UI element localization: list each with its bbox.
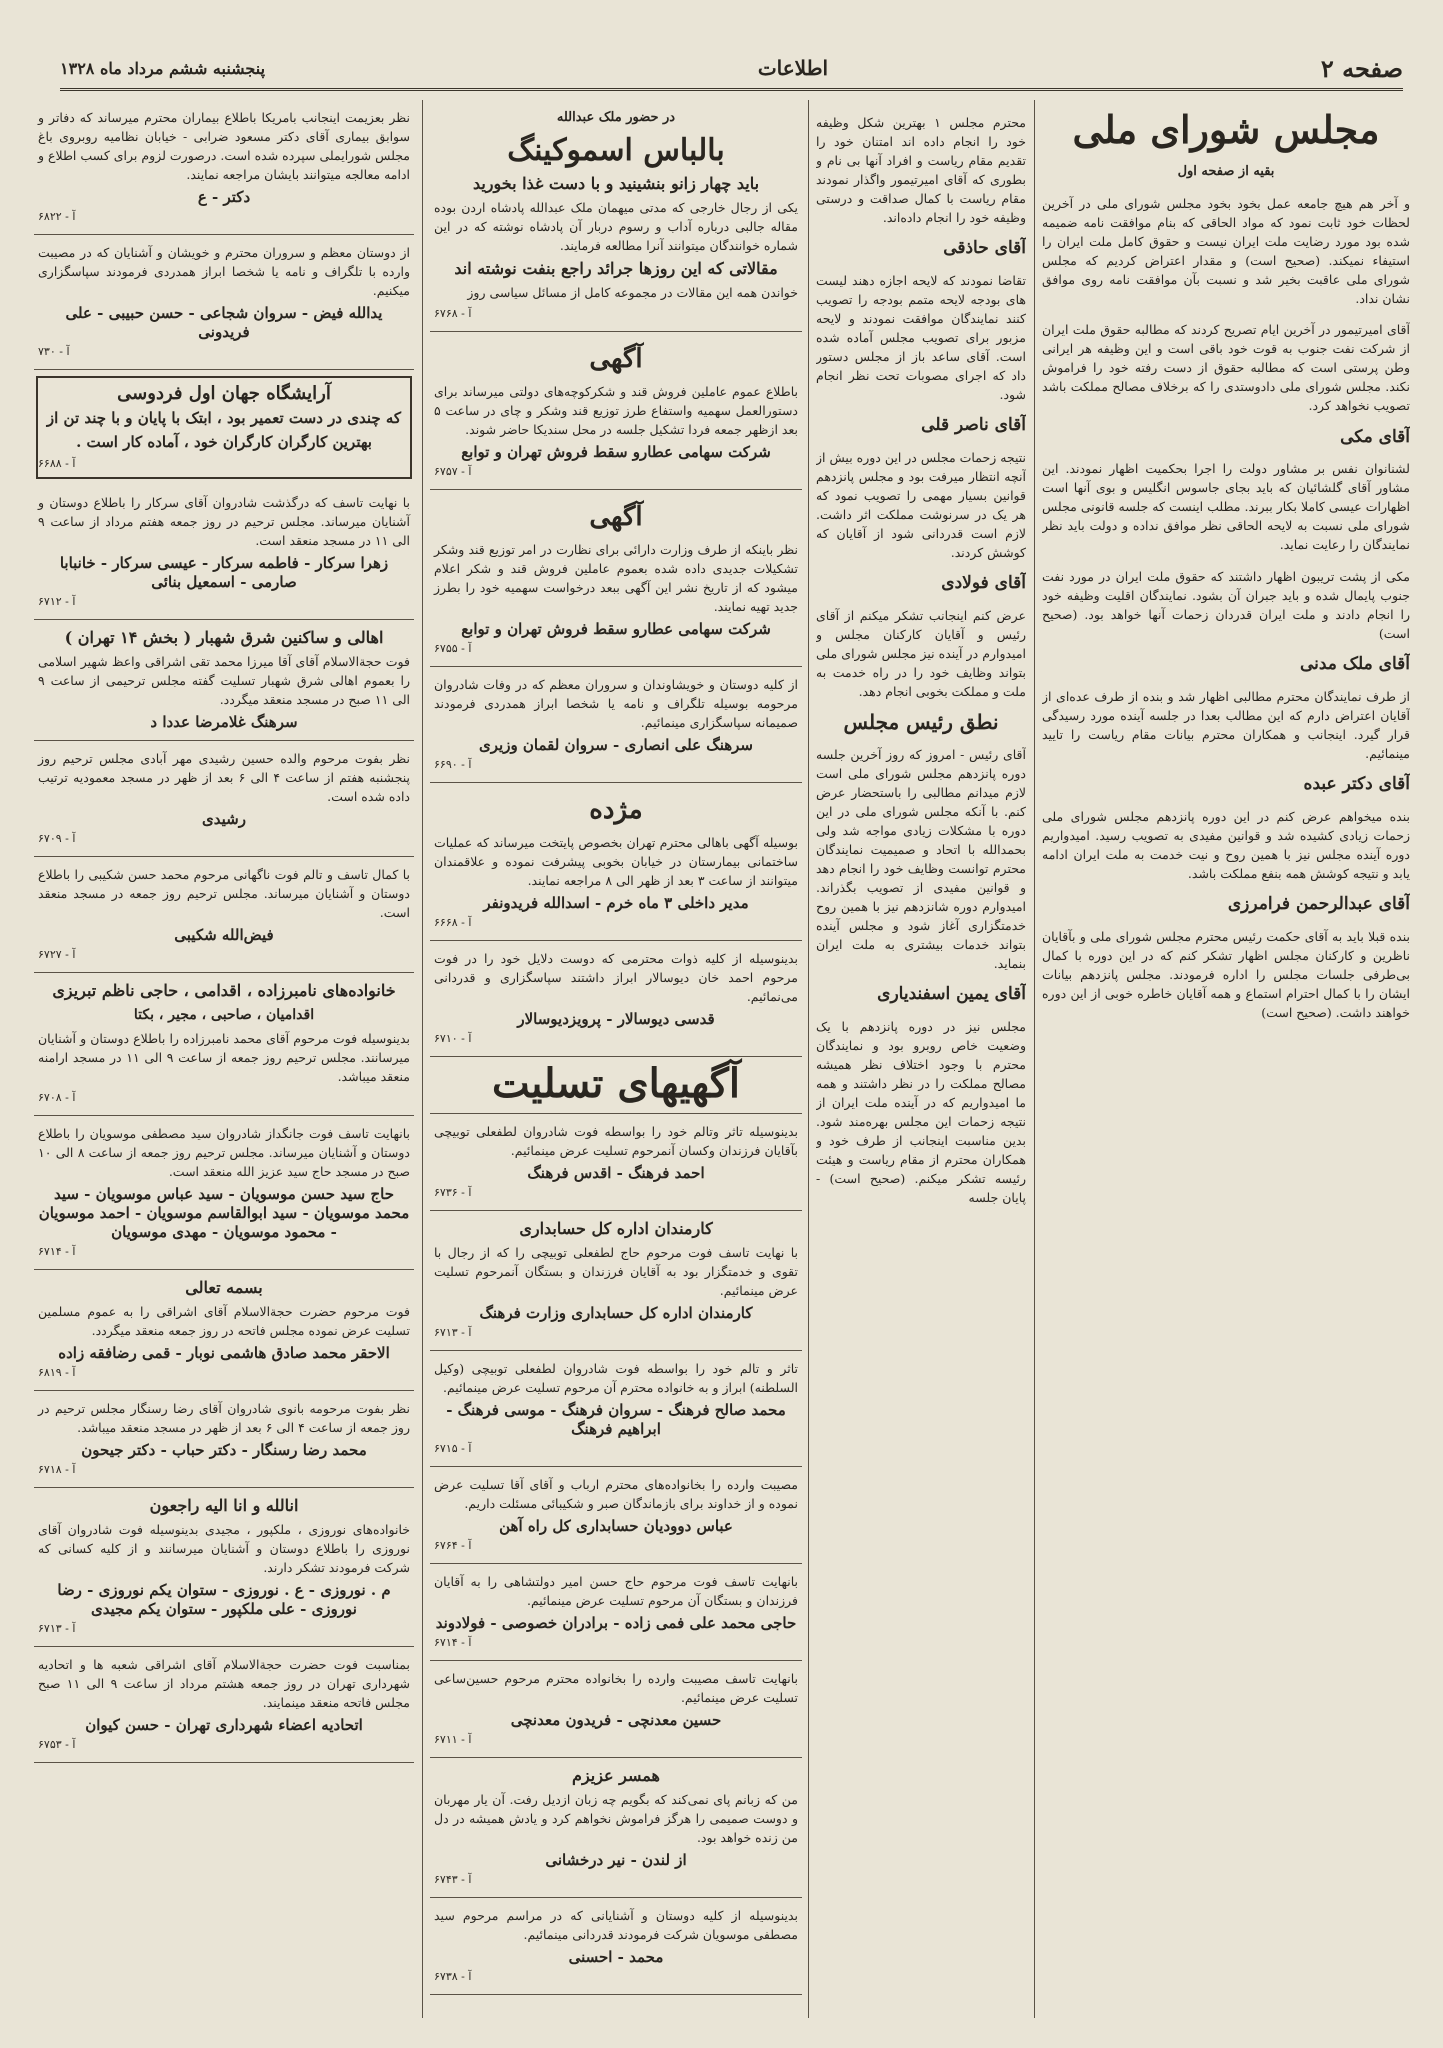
ad-title: بسمه تعالی: [185, 1278, 263, 1297]
ad-block: [34, 857, 414, 973]
section-title: آگهیهای تسلیت: [492, 1060, 740, 1107]
ad-text: با نهایت تاسف که درگذشت شادروان آقای سرکار را باطلاع دوستان و آشنایان میرساند. مجلس ترحیم در روز جمعه هفتم مرداد از ساعت ۹ الی ۱۱ در مسجد منعقد است.: [38, 495, 410, 548]
ad-text: نظر بفوت مرحومه بانوی شادروان آقای رضا رسنگار مجلس ترحیم در روز جمعه از ساعت ۴ الی ۶ بعد از ظهر در مسجد منعقد میباشد.: [38, 1401, 410, 1435]
page-header: [60, 48, 1403, 91]
issue-date: پنجشنبه ششم مرداد ماه ۱۳۲۸: [60, 58, 266, 78]
speaker-heading: آقای یمین اسفندیاری: [877, 984, 1026, 1004]
ad-code: آ - ۶۶۹۰: [434, 758, 472, 771]
article-paragraph: بنده قبلا باید به آقای حکمت رئیس محترم مجلس شورای ملی و بآقایان ناظرین و کارکنان مجلس اظهار تشکر کنم که در این دوره با کمال بی‌طرفی جلسات مجلس را اداره فرمودند. مجلس پانزدهم بیانات ایشان را با کمال احترام استماع و همه آقایان خاطره خوبی از این دوره خواهند داشت. (صحیح است): [1042, 928, 1410, 1020]
ad-code: آ - ۶۷۱۴: [38, 1245, 76, 1258]
ad-block: [34, 620, 414, 741]
column-rule: [422, 100, 423, 2018]
ad-signature: احمد فرهنگ - اقدس فرهنگ: [527, 1164, 705, 1182]
ad-block: [430, 490, 802, 667]
ad-text: خواندن همه این مقالات در مجموعه کامل از مسائل سیاسی روز: [467, 285, 798, 300]
ad-signature: زهرا سرکار - فاطمه سرکار - عیسی سرکار - خانبابا صارمی - اسمعیل بنائی: [59, 554, 389, 591]
ad-text: تاثر و تالم خود را بواسطه فوت شادروان لطفعلی توبیچی (وکیل السلطنه) ابراز و به خانواده محترم آن مرحوم تسلیت عرض مینمائیم.: [434, 1361, 798, 1395]
column-ads-center: [430, 100, 802, 2018]
article-paragraph: آقای امیرتیمور در آخرین ایام تصریح کردند که مطالبه حقوق ملت ایران از شرکت نفت جنوب به قوت خود باقی است و این وظیفه هر ایرانی وطن پرستی است که مطالبه حقوق از دست رفته خود را فراموش نکند. مجلس شورای ملی دادوستدی را که برخلاف مصالح مملکت باشد تصویب نخواهد کرد.: [1042, 322, 1410, 413]
article-subhead: بقیه از صفحه اول: [1177, 164, 1275, 179]
ad-block: [34, 741, 414, 857]
ad-block: [430, 1898, 802, 1995]
ad-block: [430, 100, 802, 332]
ad-block: [34, 973, 414, 1116]
ad-text: بانهایت تاسف فوت مرحوم حاج حسن امیر دولتشاهی را به آقایان فرزندان و بستگان آن مرحوم تسلیت عرض مینمائیم.: [434, 1574, 798, 1608]
page-number: صفحه ۲: [1320, 53, 1403, 83]
ad-signature: م . نوروزی - ع . نوروزی - ستوان یکم نوروزی - رضا نوروزی - علی ملکپور - ستوان یکم مجیدی: [57, 1581, 391, 1618]
ad-code: آ - ۶۷۱۱: [434, 1733, 472, 1746]
ad-block: [34, 1391, 414, 1488]
ad-signature: از لندن - نیر درخشانی: [545, 1851, 687, 1869]
ad-code: آ - ۶۷۱۲: [38, 595, 76, 608]
ad-code: آ - ۶۷۶۴: [434, 1539, 472, 1552]
article-paragraph: محترم مجلس ۱ بهترین شکل وظیفه خود را انجام داده اند امتنان خود را تقدیم مقام ریاست و افراد آنها بی نام و بطوری که آقای امیرتیمور واگذار نمودند مقام ریاست با کمال صداقت و درستی وظیفه خود را انجام داده‌اند.: [816, 114, 1026, 225]
ad-signature: سرهنگ غلامرضا عددا د: [150, 713, 298, 731]
ad-subtitle: باید چهار زانو بنشینید و با دست غذا بخورید: [472, 174, 760, 193]
ad-text: بدینوسیله از کلیه ذوات محترمی که دوست دلایل خود را در فوت مرحوم احمد خان دیوسالار ابراز داشتند سپاسگزاری و قدردانی می‌نمائیم.: [434, 951, 798, 1004]
speaker-heading: آقای عبدالرحمن فرامرزی: [1227, 894, 1410, 914]
ad-signature: کارمندان اداره کل حسابداری وزارت فرهنگ: [479, 1304, 753, 1322]
article-paragraph: نتیجه زحمات مجلس در این دوره بیش از آنچه انتظار میرفت بود و مجلس پانزدهم قوانین بسیار مهمی را تصویب نمود که هر یک در سرنوشت مملکت اثر داشت. لازم است قدردانی شود از آقایان که کوشش کردند.: [816, 449, 1026, 560]
ad-text: نظر بعزیمت اینجانب بامریکا باطلاع بیماران محترم میرساند که دفاتر و سوابق بیماری آقای دکتر مسعود ضرابی - خیابان نظامیه روبروی باغ مجلس شورایملی سپرده شده است. درصورت لزوم برای کسب اطلاع و ادامه معالجه میتوانند بایشان مراجعه نمایند.: [38, 110, 410, 182]
speaker-heading: آقای دکتر عبده: [1303, 774, 1410, 794]
ad-signature: سرهنگ علی انصاری - سروان لقمان وزیری: [479, 736, 753, 754]
ad-code: آ - ۶۷۲۷: [38, 948, 76, 961]
ad-block: [34, 1116, 414, 1270]
ad-text: بوسیله آگهی باهالی محترم تهران بخصوص پایتخت میرساند که عملیات ساختمانی بیمارستان در خیابان بخوبی پیشرفت نموده و علاقمندان میتوانند از ساعت ۳ بعد از ظهر الی ۸ مراجعه نمایند.: [434, 835, 798, 888]
ad-title: مژده: [589, 795, 643, 825]
ad-title: آگهی: [589, 502, 643, 532]
ad-signature: الاحقر محمد صادق هاشمی نوبار - قمی رضافقه زاده: [58, 1344, 390, 1362]
ad-block: [34, 1270, 414, 1391]
ad-text: نظر بفوت مرحوم والده حسین رشیدی مهر آبادی مجلس ترحیم روز پنجشنبه هفتم از ساعت ۴ الی ۶ بعد از ظهر در مسجد معمودیه ترتیب داده شده است.: [38, 751, 411, 804]
ad-block: [34, 235, 414, 370]
ad-code: آ - ۶۷۰۸: [38, 1091, 76, 1104]
ad-code: آ - ۶۷۵۵: [434, 642, 472, 655]
article-paragraph: تقاضا نمودند که لایحه اجازه دهند لیست های بودجه لایحه متمم بودجه را تصویب کنند نمایندگان موافقت نمودند و لایحه مزبور برای تصویب مجلس آماده شده است. آقای ساعد باز از مجلس دستور داد که اجرای مصوبات تحت نظر انجام شود.: [816, 272, 1026, 402]
ad-title: بالباس اسموکینگ: [507, 133, 725, 168]
ad-code: آ - ۶۷۵۷: [434, 465, 472, 478]
ad-code: آ - ۶۶۸۸: [38, 457, 76, 470]
article-paragraph: و آخر هم هیچ جامعه عمل بخود بخود مجلس شورای ملی در آخرین لحظات خود ثابت نمود که مواد الحاقی که بنام موافقت نامه ضمیمه شده بود مورد رضایت ملت ایران نیست و حقوق کامل ملت ایران را استیفاء نمیکند. (صحیح است) و مقدار اعتراض کردیم که مجلس شورای ملی عاقبت بخیر شد و نسبت بآن موافقت نامه روی موافق نشان نداد.: [1042, 195, 1410, 306]
ad-code: آ - ۶۷۳۸: [434, 1970, 472, 1983]
ad-code: آ - ۶۷۰۹: [38, 832, 76, 845]
ad-block: [34, 100, 414, 235]
ad-block: [36, 376, 412, 479]
ad-block: [34, 1488, 414, 1647]
ad-signature: محمد - احسنی: [568, 1948, 664, 1966]
ad-block: [34, 485, 414, 620]
ad-text: باطلاع عموم عاملین فروش قند و شکرکوچه‌های دولتی میرساند برای دستورالعمل سهمیه واستفاع طرز توزیع قند وشکر و چای در ساعت ۵ بعد ازظهر جمعه فردا تشکیل جلسه در محل سندیکا حاضر شوند.: [434, 384, 798, 437]
ad-code: آ - ۶۷۱۸: [38, 1463, 76, 1476]
ad-section-header: [430, 1057, 802, 1114]
ad-text: که چندی در دست تعمیر بود ، ابتک با پایان و با چند تن از بهترین کارگران کارگران خود ، آماده کار است .: [46, 409, 402, 451]
column-rule: [1034, 100, 1035, 2018]
ad-title: آگهی: [589, 344, 643, 374]
ad-text: یکی از رجال خارجی که مدتی میهمان ملک عبدالله پادشاه اردن بوده مقاله جالبی درباره آداب و رسوم دربار آن پادشاه نوشته که در این شماره خوانندگان میتوانند آنرا مطالعه فرمایند.: [434, 200, 798, 253]
ad-block: [430, 1758, 802, 1898]
ad-signature: اتحادیه اعضاء شهرداری تهران - حسن کیوان: [85, 1716, 363, 1734]
ad-title: آرایشگاه جهان اول فردوسی: [117, 383, 331, 404]
ad-signature: حاج سید حسن موسویان - سید عباس موسویان - سید محمد موسویان - سید ابوالقاسم موسویان - احمد موسویان - محمود موسویان - مهدی موسویان: [38, 1185, 410, 1241]
column-majlis: [1042, 100, 1410, 2018]
ad-code: آ - ۶۷۱۳: [38, 1622, 76, 1635]
ad-code: آ - ۶۷۱۴: [434, 1636, 472, 1649]
ad-code: آ - ۶۷۱۳: [434, 1326, 472, 1339]
ad-signature: قدسی دیوسالار - پرویزدیوسالار: [517, 1010, 715, 1028]
ad-code: آ - ۶۷۵۳: [38, 1738, 76, 1751]
ad-block: [430, 667, 802, 783]
ad-signature: مدیر داخلی ۳ ماه خرم - اسدالله فریدونفر: [483, 894, 749, 912]
ad-signature: عباس دوودیان حسابداری کل راه آهن: [499, 1517, 733, 1535]
ad-text: من که زبانم پای نمی‌کند که بگویم چه زبان ازدیل رفت. آن یار مهربان و دوست صمیمی را هرگز فراموش نخواهم کرد و یادش همیشه در دل من زنده خواهد بود.: [434, 1792, 798, 1845]
ad-block: [430, 1564, 802, 1661]
ad-signature: فیض‌الله شکیبی: [174, 926, 274, 944]
ad-signature: حسین معدنچی - فریدون معدنچی: [510, 1711, 722, 1729]
ad-code: آ - ۶۷۱۰: [434, 1032, 472, 1045]
ad-title: اهالی و ساکنین شرق شهبار ( بخش ۱۴ تهران ): [64, 628, 384, 647]
ad-title: انالله و انا الیه راجعون: [149, 1496, 299, 1515]
speaker-heading: آقای ناصر قلی: [921, 415, 1026, 435]
ad-text: بانهایت تاسف مصیبت وارده را بخانواده محترم مرحوم حسین‌ساعی تسلیت عرض مینمائیم.: [434, 1671, 798, 1705]
ad-title: کارمندان اداره کل حسابداری: [519, 1219, 713, 1238]
ad-text: مصیبت وارده را بخانواده‌های محترم ارباب و آقای آقا تسلیت عرض نموده و از خداوند برای بازماندگان صبر و شکیبائی مسئلت داریم.: [434, 1477, 798, 1511]
ad-pretitle: در حضور ملک عبدالله: [556, 110, 676, 125]
column-ads-left: [34, 100, 414, 2018]
publication-name: اطلاعات: [757, 56, 829, 80]
ad-text: بمناسبت فوت حضرت حجة‌الاسلام آقای اشراقی شعبه ها و اتحادیه شهرداری تهران در روز جمعه هشتم مرداد از ساعت ۹ الی ۱۱ صبح مجلس فاتحه منعقد مینمایند.: [38, 1657, 410, 1710]
ad-signature: محمد صالح فرهنگ - سروان فرهنگ - موسی فرهنگ - ابراهیم فرهنگ: [446, 1401, 786, 1438]
ad-text: بدینوسیله از کلیه دوستان و آشنایانی که در مراسم مرحوم سید مصطفی موسویان شرکت فرمودند قدردانی مینمائیم.: [434, 1908, 798, 1942]
ad-text: نظر باینکه از طرف وزارت دارائی برای نظارت در امر توزیع قند وشکر تشکیلات جدیدی داده شده بعموم عاملین فروش قند و شکر اعلام میشود که از تاریخ نشر این آگهی ببعد درخواست سهمیه خود را بطرز جدید تهیه نمایند.: [434, 542, 798, 614]
ad-signature: رشیدی: [202, 810, 246, 828]
ad-text: فوت حجة‌الاسلام آقای آقا میرزا محمد تقی اشراقی واعظ شهیر اسلامی را بعموم اهالی شرق شهبار تسلیت گفته مجلس ترحیمی از ساعت ۹ الی ۱۱ صبح در مسجد منعقد میگردد.: [38, 654, 410, 707]
ad-block: [430, 783, 802, 941]
ad-block: [430, 1211, 802, 1351]
ad-signature: یدالله فیض - سروان شجاعی - حسن حبیبی - علی فریدونی: [65, 304, 383, 341]
article-paragraph: مجلس نیز در دوره پانزدهم با یک وضعیت خاص روبرو بود و نمایندگان محترم با وجود اختلاف نظر همیشه مصالح مملکت را در نظر داشتند و همه ما امیدواریم که در آینده ملت ایران از نتیجه زحمات این مجلس بهره‌مند شود. بدین مناسبت اینجانب از طرف خود و همکاران محترم از مقام ریاست و هیئت رئیسه تشکر میکنم. (صحیح است) - پایان جلسه: [816, 1018, 1026, 1205]
article-paragraph: لشنانوان نفس بر مشاور دولت را اجرا بحکمیت اظهار نمودند. این مشاور آقای گلشائیان که باید بجای جاسوس انگلیس و بوی آنها است اظهارات عیسی کاملا بکار ببرند. مطلب اینست که جلسه قانونی مجلس شورای ملی نسبت به لایحه الحاقی نظر موافق نداده و دولت باید نظر نمایندگان را رعایت نماید.: [1042, 461, 1410, 552]
ad-code: آ - ۶۷۳۶: [434, 1186, 472, 1199]
ad-text: بدینوسیله فوت مرحوم آقای محمد نامبرزاده را باطلاع دوستان و آشنایان میرسانند. مجلس ترحیم روز جمعه از ساعت ۹ الی ۱۱ در مسجد ارامنه منعقد میباشد.: [38, 1031, 410, 1084]
ad-code: آ - ۶۸۱۹: [38, 1366, 76, 1379]
speaker-heading: آقای ملک مدنی: [1299, 654, 1410, 674]
ad-signature: حاجی محمد علی فمی زاده - برادران خصوصی - فولادوند: [435, 1614, 797, 1632]
ad-code: آ - ۶۷۴۳: [434, 1873, 472, 1886]
ad-code: آ - ۶۶۶۸: [434, 916, 472, 929]
ad-signature: شرکت سهامی عطارو سقط فروش تهران و توابع: [461, 443, 771, 461]
ad-block: [430, 1661, 802, 1758]
column-majlis-continued: [816, 100, 1026, 2018]
article-paragraph: بنده میخواهم عرض کنم در این دوره پانزدهم مجلس شورای ملی زحمات زیادی کشیده شد و قوانین مفیدی به تصویب رسید. امیدواریم دوره آینده مجلس نیز با همین روح و نیت خدمت به ملت ایران ادامه یابد و نتیجه کوشش همه بنفع مملکت باشد.: [1042, 808, 1410, 881]
ad-text: از دوستان معظم و سروران محترم و خویشان و آشنایان که در مصیبت وارده با تلگراف و نامه یا شخصا ابراز همدردی فرمودند سپاسگزاری میکنیم.: [38, 245, 410, 298]
ad-code: آ - ۶۸۲۲: [38, 210, 76, 223]
ad-signature: دکتر - ع: [197, 188, 251, 206]
ad-block: [430, 332, 802, 490]
ad-signature: محمد رضا رسنگار - دکتر حباب - دکتر جیحون: [81, 1441, 367, 1459]
ad-signature: شرکت سهامی عطارو سقط فروش تهران و توابع: [461, 620, 771, 638]
article-paragraph: مکی از پشت تریبون اظهار داشتند که حقوق ملت ایران در مورد نفت جنوب پایمال شده و باید جبران آن بشود. نمایندگان اقلیت وظیفه خود را انجام دادند و ملت ایران قدردان زحمات آنها خواهد بود. (صحیح است): [1042, 568, 1410, 641]
article-paragraph: از طرف نمایندگان محترم مطالبی اظهار شد و بنده از طرف عده‌ای از آقایان اعتراض دارم که این مطالب بعدا در جلسه آینده مورد رسیدگی قرار گیرد. اینجانب و همکاران محترم بیانات مقام ریاست را تایید مینمائیم.: [1042, 688, 1410, 761]
ad-title: همسر عزیزم: [572, 1766, 660, 1785]
ad-block: [430, 1351, 802, 1467]
section-heading: نطق رئیس مجلس: [843, 710, 999, 734]
ad-text: با کمال تاسف و تالم فوت ناگهانی مرحوم محمد حسن شکیبی را باطلاع دوستان و آشنایان میرساند. مجلس ترحیم روز جمعه در مسجد منعقد است.: [38, 867, 410, 920]
ad-text: خانواده‌های نوروزی ، ملکپور ، مجیدی بدینوسیله فوت شادروان آقای نوروزی را باطلاع دوستان و آشنایان میرسانند و از کلیه کسانی که شرکت فرمودند تشکر دارند.: [38, 1522, 410, 1575]
ad-text: فوت مرحوم حضرت حجة‌الاسلام آقای اشراقی را به عموم مسلمین تسلیت عرض نموده مجلس فاتحه در روز جمعه منعقد میگردد.: [38, 1304, 410, 1338]
article-paragraph: آقای رئیس - امروز که روز آخرین جلسه دوره پانزدهم مجلس شورای ملی است لازم میدانم مطالبی را باستحضار عرض کنم. با آنکه مجلس شورای ملی در این دوره با مشکلات زیادی مواجه شد ولی بحمدالله با اتحاد و صمیمیت نمایندگان محترم توانست وظایف خود را انجام دهد و قوانین مفیدی از تصویب بگذراند. امیدوارم دوره شانزدهم نیز با همین روح خدمتگزاری آغاز شود و مجلس آینده بتواند خدمات بیشتری به ملت ایران بنماید.: [816, 746, 1026, 971]
ad-code: آ - ۶۷۶۸: [434, 307, 472, 320]
ad-block: [430, 1114, 802, 1211]
ad-text: بانهایت تاسف فوت جانگداز شادروان سید مصطفی موسویان را باطلاع دوستان و آشنایان میرساند. مجلس ترحیم روز جمعه از ساعت ۸ الی ۱۰ صبح در مسجد حاج سید عزیز الله منعقد است.: [38, 1126, 410, 1179]
ad-block: [430, 941, 802, 1057]
column-rule: [808, 100, 809, 2018]
ad-text: با نهایت تاسف فوت مرحوم حاج لطفعلی توبیچی را که از رجال با تقوی و خدمتگزار بود به آقایان فرزندان و بستگان آنمرحوم تسلیت عرض مینمائیم.: [434, 1245, 798, 1298]
ad-text: بدینوسیله تاثر وتالم خود را بواسطه فوت شادروان لطفعلی توبیچی بآقایان فرزندان وکسان آنمرحوم تسلیت عرض مینمائیم.: [434, 1124, 798, 1158]
ad-title: مقالاتی که این روزها جرائد راجع بنفت نوشته اند: [454, 259, 778, 278]
ad-block: [430, 1467, 802, 1564]
ad-code: آ - ۷۳۰: [38, 345, 70, 358]
speaker-heading: آقای مکی: [1340, 426, 1410, 447]
article-paragraph: عرض کنم اینجانب تشکر میکنم از آقای رئیس و آقایان کارکنان مجلس و امیدوارم در آینده نیز مجلس شورای ملی بتواند وظایف خود را در راه خدمت به ملت و مملکت بخوبی انجام دهد.: [816, 607, 1026, 699]
speaker-heading: آقای فولادی: [941, 573, 1026, 593]
ad-block: [34, 1647, 414, 1763]
ad-subtitle: اقدامیان ، صاحبی ، مجیر ، بکتا: [133, 1007, 315, 1023]
ad-text: از کلیه دوستان و خویشاوندان و سروران معظم که در وفات شادروان مرحومه بوسیله تلگراف و نامه یا شخصا ابراز همدردی فرمودند صمیمانه سپاسگزاری مینمائیم.: [434, 677, 798, 730]
speaker-heading: آقای حاذقی: [943, 238, 1026, 258]
ad-title: خانواده‌های نامبرزاده ، اقدامی ، حاجی ناظم تبریزی: [52, 981, 396, 1000]
ad-code: آ - ۶۷۱۵: [434, 1442, 472, 1455]
article-headline: مجلس شورای ملی: [1072, 107, 1380, 152]
